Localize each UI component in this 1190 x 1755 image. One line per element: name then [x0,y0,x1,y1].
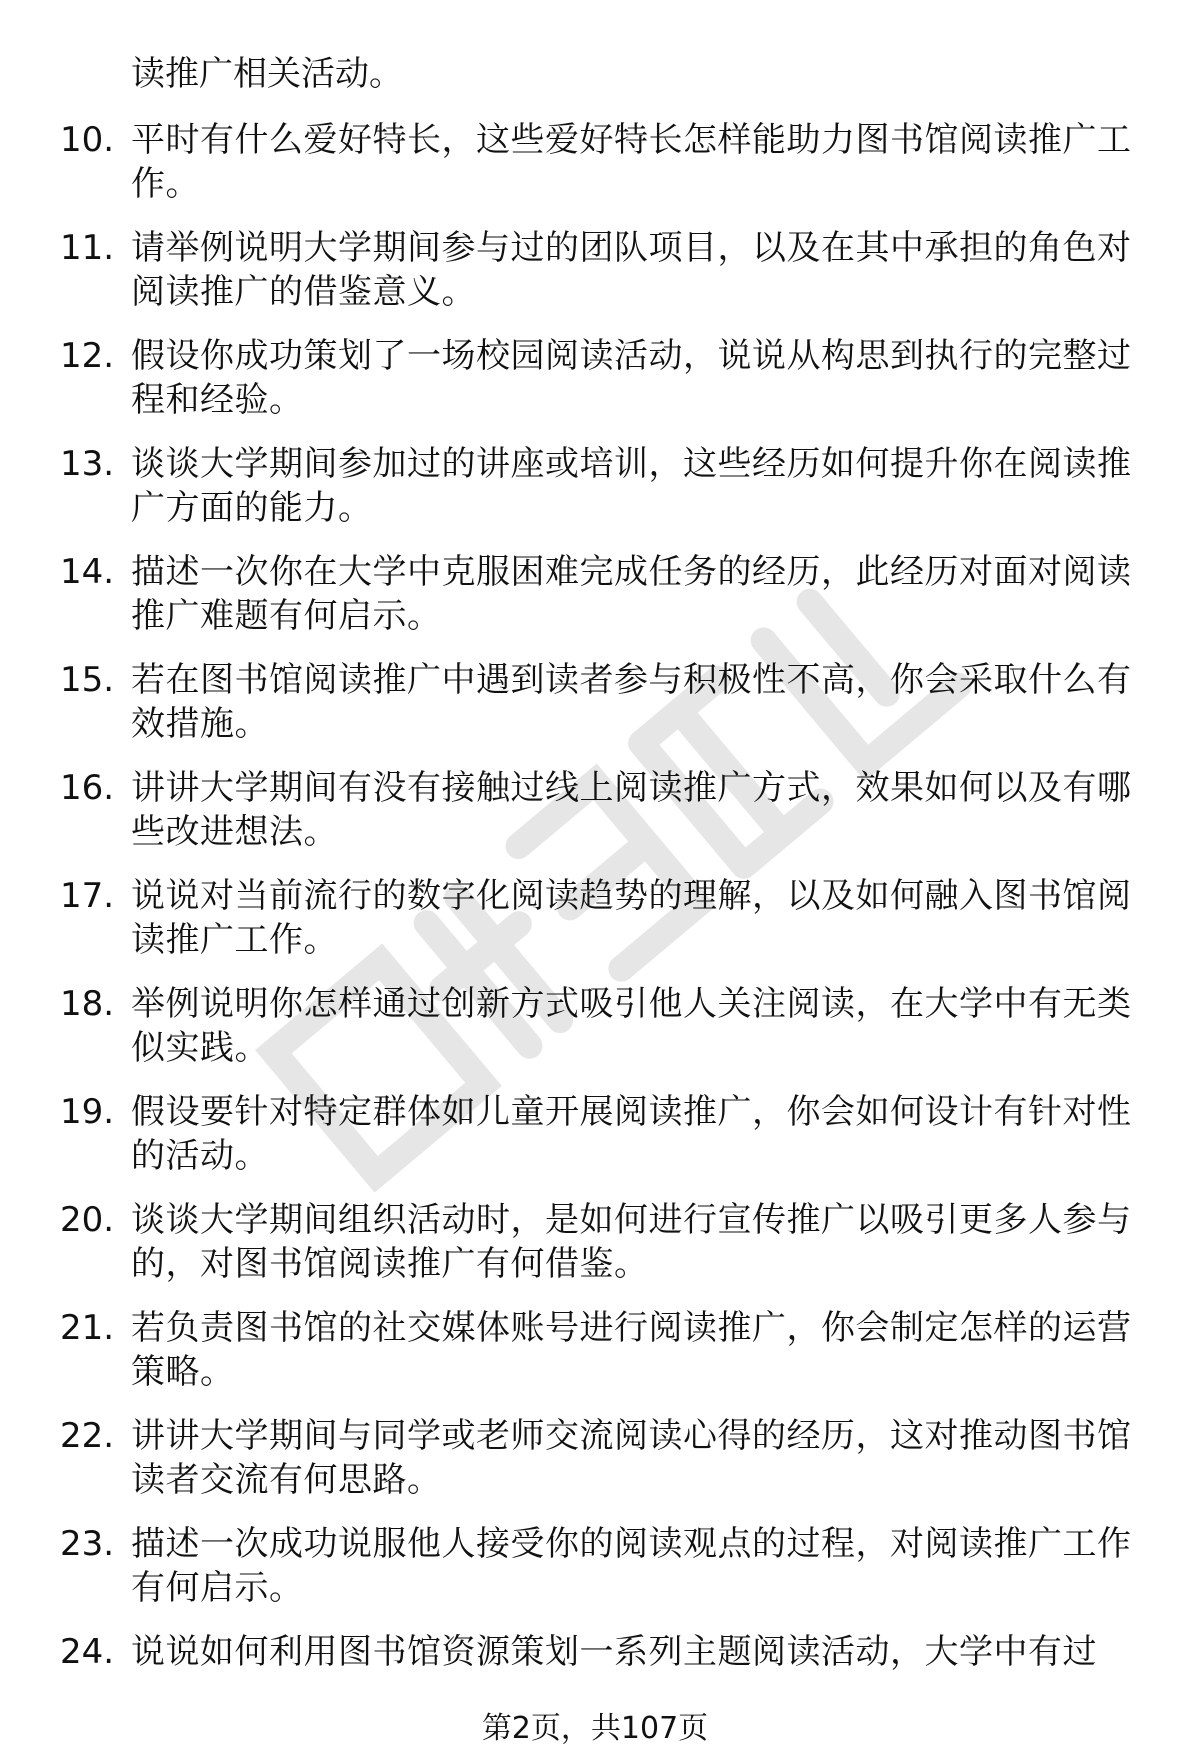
question-number: 15. [60,660,115,700]
question-item [0,982,1190,1090]
question-text: 举例说明你怎样通过创新方式吸引他人关注阅读，在大学中有无类似实践。 [131,984,1132,1068]
question-text: 若负责图书馆的社交媒体账号进行阅读推广，你会制定怎样的运营策略。 [131,1308,1132,1392]
question-item [0,442,1190,550]
question-number: 19. [60,1092,115,1132]
question-number: 10. [60,120,115,160]
question-number: 14. [60,552,115,592]
question-number: 18. [60,984,115,1024]
question-number: 13. [60,444,115,484]
question-number: 24. [60,1632,115,1672]
question-item [0,874,1190,982]
question-text: 谈谈大学期间参加过的讲座或培训，这些经历如何提升你在阅读推广方面的能力。 [131,444,1132,528]
question-number: 17. [60,876,115,916]
question-number: 22. [60,1416,115,1456]
question-number: 11. [60,228,115,268]
question-item [0,550,1190,658]
question-text: 讲讲大学期间与同学或老师交流阅读心得的经历，这对推动图书馆读者交流有何思路。 [131,1416,1132,1500]
question-text: 说说对当前流行的数字化阅读趋势的理解，以及如何融入图书馆阅读推广工作。 [131,876,1132,960]
question-number: 16. [60,768,115,808]
question-item [0,1306,1190,1414]
question-text: 描述一次成功说服他人接受你的阅读观点的过程，对阅读推广工作有何启示。 [131,1524,1132,1608]
question-text: 请举例说明大学期间参与过的团队项目，以及在其中承担的角色对阅读推广的借鉴意义。 [131,228,1132,312]
question-item [0,334,1190,442]
question-number: 12. [60,336,115,376]
question-text: 假设你成功策划了一场校园阅读活动，说说从构思到执行的完整过程和经验。 [131,336,1132,420]
question-text: 讲讲大学期间有没有接触过线上阅读推广方式，效果如何以及有哪些改进想法。 [131,768,1132,852]
question-number: 21. [60,1308,115,1348]
question-item [0,766,1190,874]
question-item [0,226,1190,334]
question-number: 20. [60,1200,115,1240]
question-item [0,118,1190,226]
question-list [0,118,1190,1738]
question-item [0,658,1190,766]
question-text: 假设要针对特定群体如儿童开展阅读推广，你会如何设计有针对性的活动。 [131,1092,1132,1176]
page-footer: 第2页，共107页 [481,1711,709,1746]
question-text: 若在图书馆阅读推广中遇到读者参与积极性不高，你会采取什么有效措施。 [131,660,1132,744]
question-text: 描述一次你在大学中克服困难完成任务的经历，此经历对面对阅读推广难题有何启示。 [131,552,1132,636]
question-text: 平时有什么爱好特长，这些爱好特长怎样能助力图书馆阅读推广工作。 [131,120,1132,204]
question-text: 谈谈大学期间组织活动时，是如何进行宣传推广以吸引更多人参与的，对图书馆阅读推广有何借鉴。 [131,1200,1132,1284]
question-item [0,1522,1190,1630]
question-text: 说说如何利用图书馆资源策划一系列主题阅读活动，大学中有过 [131,1632,1097,1672]
question-item [0,1414,1190,1522]
question-number: 23. [60,1524,115,1564]
question-item [0,1198,1190,1306]
continuation-text: 读推广相关活动。 [131,54,403,94]
question-item [0,1090,1190,1198]
